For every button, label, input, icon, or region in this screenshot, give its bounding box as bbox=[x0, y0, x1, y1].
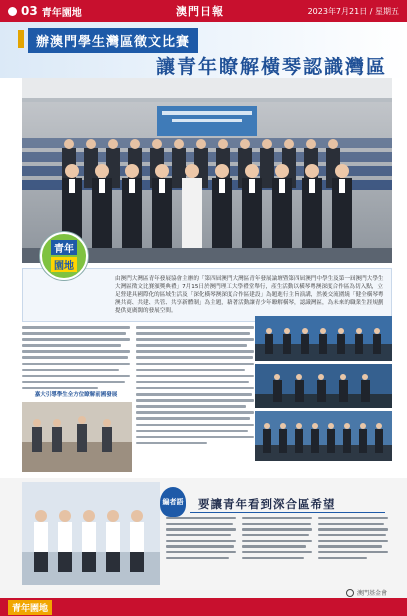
headline-main: 讓青年瞭解橫琴認識灣區 bbox=[155, 56, 387, 78]
article-text-block bbox=[22, 326, 130, 389]
sponsor-name: 澳門基金會 bbox=[356, 590, 387, 597]
newspaper-name: 澳門日報 bbox=[176, 5, 224, 18]
stage-photo-3-illustration bbox=[255, 411, 392, 461]
badge-line-2: 園地 bbox=[51, 257, 77, 272]
editorial-column-2 bbox=[242, 517, 312, 573]
bullet-icon bbox=[8, 7, 17, 16]
editorial-column-1 bbox=[166, 517, 236, 573]
award-photo-illustration bbox=[22, 482, 160, 585]
headline-kicker: 辦澳門學生灣區徵文比賽 bbox=[28, 28, 198, 53]
badge-line-1: 青年 bbox=[51, 240, 77, 255]
headline-block bbox=[0, 22, 407, 78]
section-label bbox=[8, 4, 82, 19]
article-column-middle bbox=[136, 326, 254, 471]
article-text-block-middle bbox=[136, 326, 254, 444]
editorial-divider bbox=[190, 512, 385, 513]
section-name: 青年園地 bbox=[41, 7, 82, 19]
sponsor-logo-icon bbox=[346, 589, 354, 597]
page-number: 03 bbox=[21, 4, 38, 18]
section-badge-circle bbox=[40, 232, 88, 280]
footer-section-name: 青年園地 bbox=[8, 600, 52, 615]
editorial-badge: 編者語 bbox=[160, 487, 186, 517]
sponsor-credit bbox=[346, 588, 387, 597]
stage-photo-3 bbox=[255, 411, 392, 461]
stage-photo-2 bbox=[255, 364, 392, 408]
photo-caption-left: 嘉大引導學生全方位瞭解前國發展 bbox=[34, 392, 118, 398]
editorial-text bbox=[166, 517, 388, 573]
headline-accent-bar bbox=[18, 30, 24, 48]
page-footer-bar bbox=[0, 598, 407, 616]
issue-date: 2023年7月21日 / 星期五 bbox=[307, 6, 399, 16]
intro-paragraph: 由澳門大灣區青年發展協會主辦的「第四屆澳門大灣區青年發展論壇暨第四屆澳門中學生及第一屆澳門大學生大灣區徵文比賽頒獎典禮」7月15日於澳門理工大學禮堂舉行，產生活動以橫琴粵澳深度合作區為切入點，立足營建具國際化的區域生活及「深化橫琴澳深度合作區建設」為題進行主旨演講，然後交流圍繞「健全橫琴粵澳共商、共建、共管、共享新體制」為主題，藉著活動讓青少年瞭解橫琴，認識灣區，為未來的職業生涯規劃提供更廣闊的發展空間。 bbox=[115, 276, 384, 314]
stage-photo-2-illustration bbox=[255, 364, 392, 408]
classroom-photo bbox=[22, 402, 132, 472]
page-header-bar bbox=[0, 0, 407, 22]
section-badge bbox=[40, 232, 88, 290]
editorial-title: 要讓青年看到深合區希望 bbox=[198, 497, 336, 511]
stage-photo-1-illustration bbox=[255, 316, 392, 361]
award-photo bbox=[22, 482, 160, 585]
classroom-photo-illustration bbox=[22, 402, 132, 472]
stage-photo-1 bbox=[255, 316, 392, 361]
editorial-column-3 bbox=[318, 517, 388, 573]
